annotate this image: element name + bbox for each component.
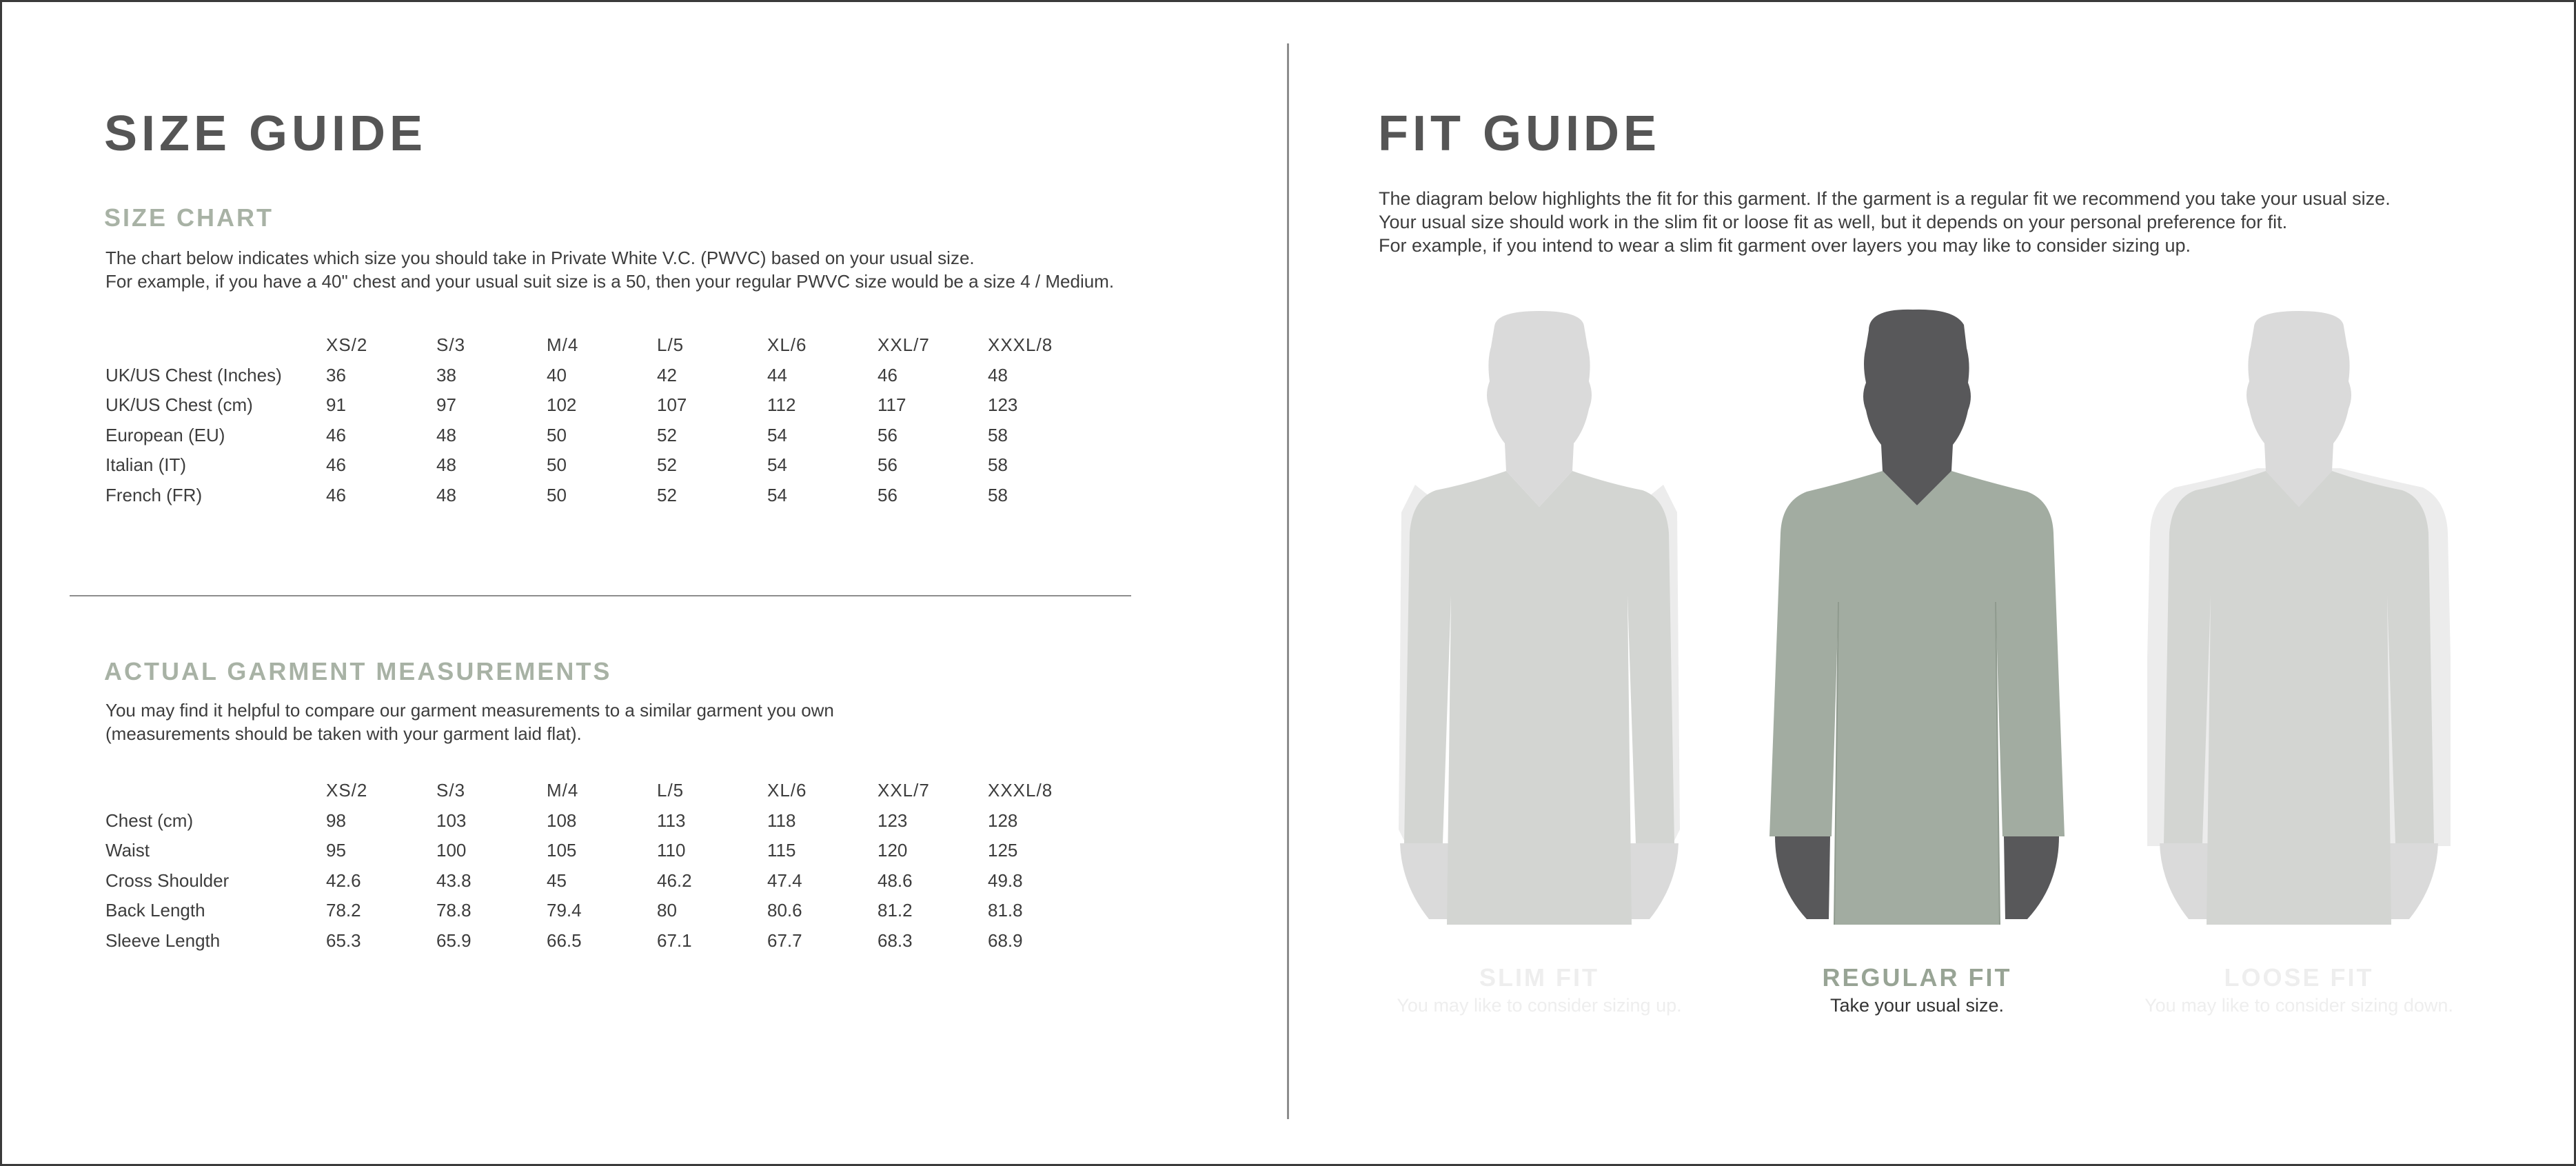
table-cell: 48 (436, 424, 456, 445)
row-label: Chest (cm) (105, 810, 194, 831)
size-chart-table (105, 330, 1098, 510)
table-cell: 105 (547, 840, 577, 861)
regular-fit-silhouette-icon (1765, 305, 2069, 926)
column-header: XS/2 (326, 780, 368, 801)
table-cell: 79.4 (547, 900, 582, 921)
table-cell: 103 (436, 810, 467, 831)
table-cell: 115 (767, 840, 796, 861)
column-header: XXXL/8 (988, 334, 1053, 356)
loose-fit-note: You may like to consider sizing down. (2144, 995, 2453, 1016)
table-cell: 102 (547, 394, 577, 416)
table-cell: 78.8 (436, 900, 471, 921)
fit-guide-intro-line: Your usual size should work in the slim fit or loose fit as well, but it depends on your personal preference for fit. (1379, 212, 2288, 232)
slim-fit-label: SLIM FIT (1479, 963, 1599, 992)
table-cell: 46 (878, 364, 897, 385)
table-cell: 46.2 (657, 870, 692, 891)
loose-fit-label: LOOSE FIT (2224, 963, 2374, 992)
table-cell: 54 (767, 484, 787, 505)
table-cell: 108 (547, 810, 577, 831)
table-cell: 128 (988, 810, 1018, 831)
table-cell: 67.7 (767, 929, 802, 951)
table-cell: 48 (436, 454, 456, 476)
loose-fit-figure (2147, 305, 2451, 926)
table-header-row (105, 330, 1098, 361)
table-cell: 36 (326, 364, 346, 385)
table-cell: 46 (326, 424, 346, 445)
fit-guide-intro-line: For example, if you intend to wear a slim fit garment over layers you may like to consider sizing up. (1379, 235, 2191, 256)
table-row (105, 421, 1098, 451)
column-header: XXL/7 (878, 334, 930, 356)
row-label: UK/US Chest (Inches) (105, 364, 282, 385)
table-cell: 54 (767, 424, 787, 445)
table-cell: 52 (657, 424, 677, 445)
table-row (105, 926, 1098, 956)
table-cell: 125 (988, 840, 1018, 861)
column-header: L/5 (657, 780, 684, 801)
panel-divider (1287, 43, 1289, 1119)
fit-guide-intro (1379, 187, 2391, 257)
table-cell: 81.2 (878, 900, 913, 921)
table-cell: 45 (547, 870, 567, 891)
table-row (105, 481, 1098, 511)
table-cell: 80 (657, 900, 677, 921)
size-guide-title: SIZE GUIDE (104, 106, 427, 161)
section-divider (70, 595, 1131, 596)
table-cell: 97 (436, 394, 456, 416)
table-row (105, 836, 1098, 866)
table-cell: 107 (657, 394, 687, 416)
table-row (105, 390, 1098, 421)
loose-fit-silhouette-icon (2147, 305, 2451, 926)
column-header: XXL/7 (878, 780, 930, 801)
slim-fit-figure (1388, 305, 1691, 926)
table-cell: 100 (436, 840, 467, 861)
table-cell: 40 (547, 364, 567, 385)
fit-guide-title: FIT GUIDE (1378, 106, 1661, 161)
column-header: XXXL/8 (988, 780, 1053, 801)
table-cell: 56 (878, 424, 897, 445)
table-cell: 118 (767, 810, 796, 831)
column-header: M/4 (547, 334, 579, 356)
column-header: S/3 (436, 334, 466, 356)
size-chart-intro-line: The chart below indicates which size you should take in Private White V.C. (PWVC) based on your usual size. (105, 248, 975, 268)
table-cell: 52 (657, 454, 677, 476)
table-cell: 50 (547, 484, 567, 505)
column-header: M/4 (547, 780, 579, 801)
row-label: UK/US Chest (cm) (105, 394, 253, 416)
column-header: XS/2 (326, 334, 368, 356)
row-label: Cross Shoulder (105, 870, 230, 891)
table-cell: 66.5 (547, 929, 582, 951)
measurements-intro-line: (measurements should be taken with your garment laid flat). (105, 723, 582, 744)
table-cell: 110 (657, 840, 686, 861)
table-cell: 78.2 (326, 900, 361, 921)
slim-fit-silhouette-icon (1388, 305, 1691, 926)
table-row (105, 361, 1098, 391)
table-cell: 81.8 (988, 900, 1023, 921)
table-cell: 42.6 (326, 870, 361, 891)
size-chart-intro (105, 246, 1114, 293)
table-cell: 44 (767, 364, 787, 385)
column-header-blank (105, 776, 326, 806)
table-cell: 117 (878, 394, 906, 416)
row-label: Italian (IT) (105, 454, 187, 476)
table-cell: 58 (988, 484, 1008, 505)
table-row (105, 806, 1098, 836)
table-cell: 91 (326, 394, 346, 416)
table-cell: 48 (988, 364, 1008, 385)
table-cell: 80.6 (767, 900, 802, 921)
table-cell: 120 (878, 840, 908, 861)
column-header: XL/6 (767, 334, 807, 356)
table-cell: 56 (878, 454, 897, 476)
table-cell: 38 (436, 364, 456, 385)
column-header-blank (105, 330, 326, 361)
table-cell: 56 (878, 484, 897, 505)
table-cell: 54 (767, 454, 787, 476)
table-cell: 113 (657, 810, 686, 831)
slim-fit-note: You may like to consider sizing up. (1397, 995, 1682, 1016)
measurements-intro (105, 698, 834, 745)
row-label: Sleeve Length (105, 929, 221, 951)
table-cell: 68.3 (878, 929, 913, 951)
table-cell: 112 (767, 394, 796, 416)
regular-fit-label: REGULAR FIT (1822, 963, 2012, 992)
table-row (105, 450, 1098, 481)
fit-guide-intro-line: The diagram below highlights the fit for this garment. If the garment is a regular fit we recommend you take your usual size. (1379, 188, 2391, 209)
regular-fit-figure (1765, 305, 2069, 926)
table-cell: 68.9 (988, 929, 1023, 951)
column-header: S/3 (436, 780, 466, 801)
size-chart-heading: SIZE CHART (104, 203, 274, 232)
measurements-intro-line: You may find it helpful to compare our garment measurements to a similar garment you own (105, 700, 834, 721)
table-cell: 98 (326, 810, 346, 831)
regular-fit-note: Take your usual size. (1829, 995, 2005, 1016)
table-cell: 42 (657, 364, 677, 385)
table-cell: 49.8 (988, 870, 1023, 891)
table-cell: 48.6 (878, 870, 913, 891)
row-label: Back Length (105, 900, 205, 921)
table-row (105, 866, 1098, 896)
table-cell: 67.1 (657, 929, 692, 951)
column-header: XL/6 (767, 780, 807, 801)
table-cell: 46 (326, 484, 346, 505)
table-cell: 123 (988, 394, 1018, 416)
table-cell: 46 (326, 454, 346, 476)
table-cell: 47.4 (767, 870, 802, 891)
row-label: European (EU) (105, 424, 225, 445)
table-cell: 65.9 (436, 929, 471, 951)
table-row (105, 896, 1098, 926)
table-cell: 50 (547, 424, 567, 445)
table-cell: 52 (657, 484, 677, 505)
size-chart-intro-line: For example, if you have a 40" chest and your usual suit size is a 50, then your regular PWVC size would be a size 4 / Medium. (105, 271, 1115, 292)
row-label: French (FR) (105, 484, 203, 505)
table-cell: 65.3 (326, 929, 361, 951)
column-header: L/5 (657, 334, 684, 356)
table-cell: 50 (547, 454, 567, 476)
measurements-table (105, 776, 1098, 956)
measurements-heading: ACTUAL GARMENT MEASUREMENTS (104, 657, 612, 685)
table-header-row (105, 776, 1098, 806)
table-cell: 43.8 (436, 870, 471, 891)
table-cell: 123 (878, 810, 908, 831)
table-cell: 48 (436, 484, 456, 505)
row-label: Waist (105, 840, 150, 861)
table-cell: 58 (988, 424, 1008, 445)
table-cell: 58 (988, 454, 1008, 476)
table-cell: 95 (326, 840, 346, 861)
